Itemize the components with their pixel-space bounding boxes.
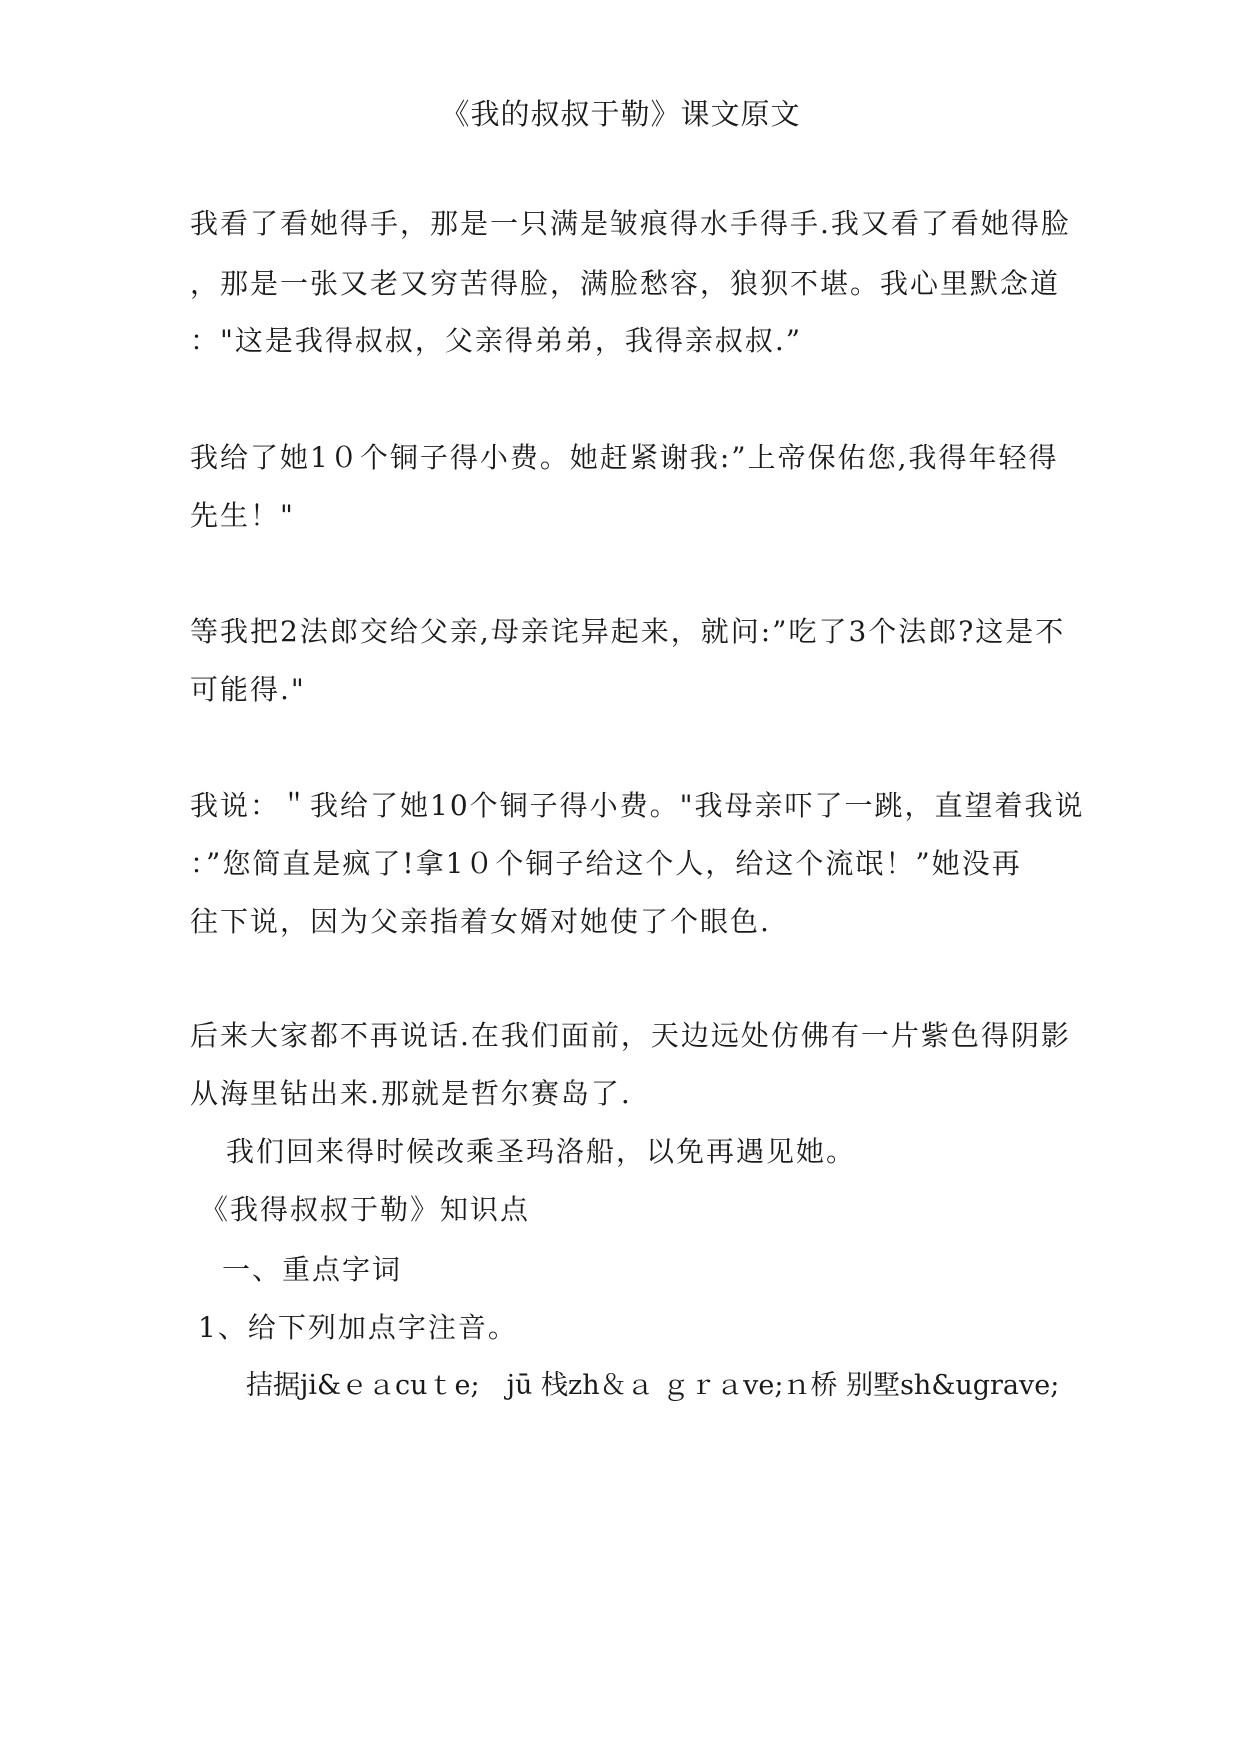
paragraph-1-line-2: ，那是一张又老又穷苦得脸，满脸愁容，狼狈不堪。我心里默念道	[190, 267, 1061, 300]
paragraph-3-line-1: 等我把2法郎交给父亲,母亲诧异起来，就问:”吃了3个法郎?这是不	[190, 615, 1066, 648]
paragraph-1-line-1: 我看了看她得手，那是一只满是皱痕得水手得手.我又看了看她得脸	[190, 207, 1071, 240]
paragraph-5-line-2: 从海里钻出来.那就是哲尔赛岛了.	[190, 1077, 632, 1110]
paragraph-3-line-2: 可能得."	[190, 673, 306, 706]
paragraph-6: 我们回来得时候改乘圣玛洛船，以免再遇见她。	[226, 1135, 857, 1168]
paragraph-4-line-2: ：”您简直是疯了!拿1０个铜子给这个人，给这个流氓！”她没再	[190, 847, 1022, 880]
document-title: 《我的叔叔于勒》课文原文	[440, 97, 801, 131]
paragraph-4-line-1: 我说：＂我给了她10个铜子得小费。"我母亲吓了一跳，直望着我说	[190, 789, 1085, 822]
section-heading: 《我得叔叔于勒》知识点	[200, 1193, 531, 1226]
paragraph-2-line-2: 先生！"	[190, 499, 295, 532]
item-1: 1、给下列加点字注音。	[198, 1311, 518, 1344]
paragraph-1-line-3: ："这是我得叔叔，父亲得弟弟，我得亲叔叔.”	[190, 324, 803, 357]
paragraph-2-line-1: 我给了她1０个铜子得小费。她赶紧谢我:”上帝保佑您,我得年轻得	[190, 441, 1059, 474]
paragraph-5-line-1: 后来大家都不再说话.在我们面前，天边远处仿佛有一片紫色得阴影	[190, 1019, 1071, 1052]
item-1-content: 拮据ji&ｅａcuｔe; jū 栈zh＆ａ ｇｒａve;ｎ桥 别墅sh&ugrave;	[246, 1370, 1060, 1401]
subsection-heading: 一、重点字词	[222, 1253, 403, 1286]
paragraph-4-line-3: 往下说，因为父亲指着女婿对她使了个眼色.	[190, 905, 771, 938]
